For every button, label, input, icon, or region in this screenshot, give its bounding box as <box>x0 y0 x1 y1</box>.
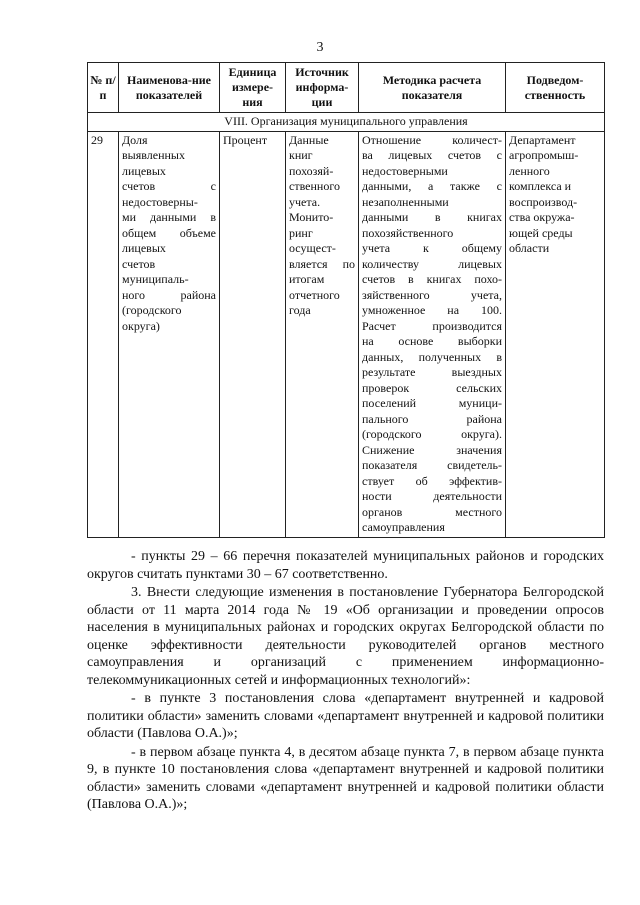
cell-line: ми данными в <box>122 210 216 224</box>
cell-line: ющей среды <box>509 225 573 240</box>
row-unit: Процент <box>220 131 286 537</box>
cell-line: незаполненными <box>362 194 449 209</box>
cell-line: ленного <box>509 163 550 178</box>
cell-line: недостоверны- <box>122 194 198 209</box>
cell-line: итогам <box>289 272 325 286</box>
header-name: Наименова-ние показателей <box>119 63 220 113</box>
cell-line: учета к общему <box>362 241 502 255</box>
cell-line: муниципаль- <box>122 272 189 286</box>
cell-line: Отношение количест- <box>362 132 502 147</box>
cell-line: пального района <box>362 411 502 426</box>
cell-line: зяйственного учета, <box>362 287 502 302</box>
paragraph-renumber: - пункты 29 – 66 перечня показателей муниципальных районов и городских округов считать пунктами 30 – 67 соответственно. <box>87 549 604 582</box>
cell-line: поселений муници- <box>362 396 502 410</box>
cell-line: умноженное на 100. <box>362 303 502 317</box>
indicators-table <box>87 62 605 538</box>
paragraph-change-1: - в пункте 3 постановления слова «департамент внутренней и кадровой политики области» заменить словами «департамент внутренней и кадровой политики области (Павлова О.А.)»; <box>87 691 604 741</box>
cell-line: учета. <box>289 194 321 209</box>
cell-line: ства окружа- <box>509 210 575 224</box>
row-num: 29 <box>88 131 119 537</box>
page-number: 3 <box>316 40 324 55</box>
cell-line: количеству лицевых <box>362 256 502 271</box>
cell-line: округа) <box>122 318 160 333</box>
section-row <box>88 113 605 132</box>
cell-line: показателя свидетель- <box>362 458 502 472</box>
cell-line: общем объеме <box>122 225 216 240</box>
row-name <box>119 131 220 537</box>
header-method: Методика расчета показателя <box>359 63 506 113</box>
table-header-row <box>88 63 605 113</box>
cell-line: проверок сельских <box>362 380 502 395</box>
cell-line: вляется по <box>289 256 355 271</box>
cell-line: результате выездных <box>362 365 502 379</box>
header-num: № п/п <box>88 63 119 113</box>
cell-line: самоуправления <box>362 520 445 534</box>
cell-line: данных, полученных в <box>362 349 502 364</box>
cell-line: ности деятельности <box>362 489 502 503</box>
cell-line: воспроизвод- <box>509 194 578 209</box>
header-source: Источник информа-ции <box>286 63 359 113</box>
cell-line: данными, а также с <box>362 179 502 193</box>
paragraph-item-3: 3. Внести следующие изменения в постановление Губернатора Белгородской области от 11 марта 2014 года № 19 «Об организации и проведении опросов населения в муниципальных районах и городских округах Белгородской области по оценке эффективности деятельности руководителей органов местного самоуправления и организаций с применением информационно-телекоммуникационных сетей и информационных технологий»: <box>87 585 604 688</box>
cell-line: похозяйственного <box>362 225 454 240</box>
body-text <box>87 548 604 815</box>
cell-line: Монито- <box>289 210 334 224</box>
cell-line: счетов <box>122 256 156 271</box>
cell-line: агропромыш- <box>509 148 579 162</box>
cell-line: Расчет производится <box>362 318 502 333</box>
cell-line: Данные <box>289 132 329 147</box>
cell-line: выявленных <box>122 148 185 162</box>
cell-line: осущест- <box>289 241 336 255</box>
cell-line: (городского округа). <box>362 427 502 441</box>
cell-line: года <box>289 303 311 317</box>
cell-line: Департамент <box>509 132 576 147</box>
cell-line: похозяй- <box>289 163 334 178</box>
cell-line: ственного <box>289 179 340 193</box>
table-row <box>88 131 605 537</box>
cell-line: Доля <box>122 132 148 147</box>
cell-line: лицевых <box>122 163 166 178</box>
cell-line: области <box>509 241 550 255</box>
cell-line: ствует об эффектив- <box>362 473 502 488</box>
section-title: VIII. Организация муниципального управления <box>88 113 605 132</box>
cell-line: книг <box>289 148 313 162</box>
cell-line: комплекса и <box>509 179 572 193</box>
row-dept <box>506 131 605 537</box>
cell-line: ного района <box>122 287 216 302</box>
cell-line: отчетного <box>289 287 340 302</box>
cell-line: ринг <box>289 225 313 240</box>
row-method <box>359 131 506 537</box>
cell-line: ва лицевых счетов с <box>362 148 502 162</box>
cell-line: данными в книгах <box>362 210 502 224</box>
paragraph-change-2: - в первом абзаце пункта 4, в десятом абзаце пункта 7, в первом абзаце пункта 9, в пункте 10 постановления слова «департамент внутренней и кадровой политики области» заменить словами «департамент внутренней и кадровой политики области (Павлова О.А.)»; <box>87 744 604 812</box>
cell-line: лицевых <box>122 241 166 255</box>
cell-line: счетов с <box>122 179 216 193</box>
cell-line: органов местного <box>362 504 502 519</box>
cell-line: (городского <box>122 303 182 317</box>
header-unit: Единица измере-ния <box>220 63 286 113</box>
header-dept: Подведом-ственность <box>506 63 605 113</box>
cell-line: недостоверными <box>362 163 448 178</box>
cell-line: на основе выборки <box>362 334 502 348</box>
row-source <box>286 131 359 537</box>
cell-line: Снижение значения <box>362 442 502 457</box>
cell-line: счетов в книгах похо- <box>362 272 502 286</box>
